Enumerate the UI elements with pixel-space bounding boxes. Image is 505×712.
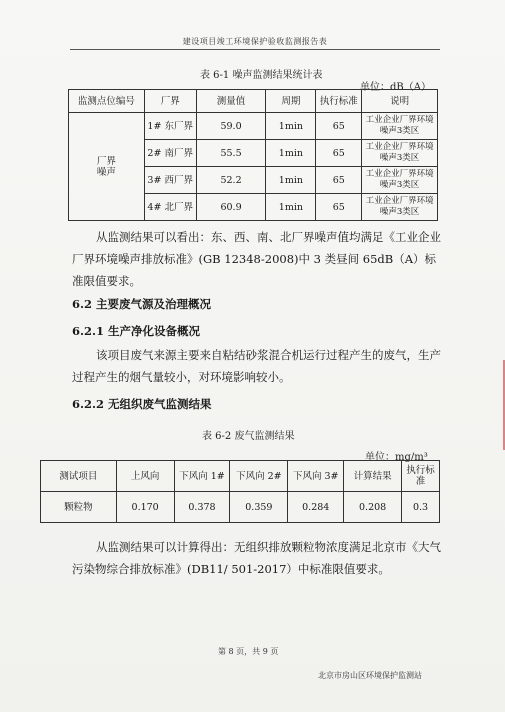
- boundary-name: 南厂界: [164, 147, 193, 159]
- section-heading-6-2: 6.2 主要废气源及治理概况: [72, 297, 212, 311]
- table1-cell: 65: [316, 113, 362, 140]
- table1-header-cell: 测量值: [196, 90, 266, 113]
- table2-cell: 颗粒物: [41, 492, 117, 523]
- point-number: 4#: [147, 201, 162, 213]
- boundary-name: 东厂界: [164, 120, 193, 132]
- table1-cell: 1min: [266, 140, 316, 167]
- table-row: [41, 492, 440, 523]
- table1-header-cell: 监测点位编号: [69, 90, 145, 113]
- table2-cell: 0.359: [230, 492, 288, 523]
- paragraph-exhaust-conclusion: 从监测结果可以计算得出：无组织排放颗粒物浓度满足北京市《大气污染物综合排放标准》(DB11/ 501-2017）中标准限值要求。: [72, 540, 441, 576]
- table1-cell: 工业企业厂界环境噪声3类区: [362, 113, 438, 140]
- table1-cell: 工业企业厂界环境噪声3类区: [362, 140, 438, 167]
- exhaust-results-table: [40, 460, 440, 523]
- table1-cell: 59.0: [196, 113, 266, 140]
- table1-header-cell: 执行标准: [316, 90, 362, 113]
- table1-cell: [144, 140, 196, 167]
- table1-cell: [144, 113, 196, 140]
- table1-cell: 工业企业厂界环境噪声3类区: [362, 194, 438, 221]
- table2-header-cell: 下风向 1#: [174, 461, 230, 492]
- table2-caption: 表 6-2 废气监测结果: [202, 431, 295, 442]
- boundary-name: 北厂界: [164, 201, 193, 213]
- table2-cell: 0.208: [344, 492, 402, 523]
- table2-header-cell: 下风向 2#: [230, 461, 288, 492]
- table1-header-cell: 厂界: [144, 90, 196, 113]
- table2-header-cell: 测试项目: [41, 461, 117, 492]
- table2-cell: 0.284: [288, 492, 344, 523]
- table2-header-cell: 下风向 3#: [288, 461, 344, 492]
- section-heading-6-2-2: 6.2.2 无组织废气监测结果: [72, 397, 212, 411]
- table1-cell: 65: [316, 194, 362, 221]
- table1-unit: 单位：dB（A）: [360, 82, 431, 93]
- table2-unit: 单位：mg/m³: [365, 452, 428, 463]
- organization-name: 北京市房山区环境保护监测站: [318, 671, 422, 680]
- table1-cell: 1min: [266, 194, 316, 221]
- table1-cell: [144, 194, 196, 221]
- boundary-name: 西厂界: [164, 174, 193, 186]
- table1-cell: 60.9: [196, 194, 266, 221]
- table1-cell: 65: [316, 167, 362, 194]
- table2-cell: 0.378: [174, 492, 230, 523]
- table1-cell: [144, 167, 196, 194]
- page-number: 第 8 页，共 9 页: [218, 647, 279, 656]
- point-number: 2#: [147, 147, 162, 159]
- paragraph-noise-conclusion: 从监测结果可以看出：东、西、南、北厂界噪声值均满足《工业企业厂界环境噪声排放标准》(GB 12348-2008)中 3 类昼间 65dB（A）标准限值要求。: [72, 230, 441, 288]
- noise-results-table: [68, 89, 438, 221]
- table1-header-cell: 周期: [266, 90, 316, 113]
- page-header: 建设项目竣工环境保护验收监测报告表: [70, 36, 440, 50]
- table1-cell: 工业企业厂界环境噪声3类区: [362, 167, 438, 194]
- seam-stamp: [493, 360, 505, 450]
- group-label-cell: [69, 113, 145, 221]
- table1-cell: 1min: [266, 167, 316, 194]
- table2-header-cell: 上风向: [116, 461, 174, 492]
- table1-cell: 65: [316, 140, 362, 167]
- table2-cell: 0.170: [116, 492, 174, 523]
- table1-cell: 1min: [266, 113, 316, 140]
- table1-cell: 55.5: [196, 140, 266, 167]
- table2-header-cell: 计算结果: [344, 461, 402, 492]
- group-label: 厂界噪声: [96, 155, 116, 178]
- point-number: 1#: [147, 120, 162, 132]
- point-number: 3#: [147, 174, 162, 186]
- table1-cell: 52.2: [196, 167, 266, 194]
- table2-header-row: [41, 461, 440, 492]
- table1-header-row: [69, 90, 438, 113]
- table1-caption: 表 6-1 噪声监测结果统计表: [200, 70, 323, 81]
- table1-header-cell: 说明: [362, 90, 438, 113]
- table2-header-cell: 执行标准: [402, 461, 440, 492]
- paragraph-exhaust-source: 该项目废气来源主要来自粘结砂浆混合机运行过程产生的废气，生产过程产生的烟气量较小，对环境影响较小。: [72, 348, 441, 384]
- table-row: [69, 113, 438, 140]
- table2-cell: 0.3: [402, 492, 440, 523]
- section-heading-6-2-1: 6.2.1 生产净化设备概况: [72, 324, 201, 338]
